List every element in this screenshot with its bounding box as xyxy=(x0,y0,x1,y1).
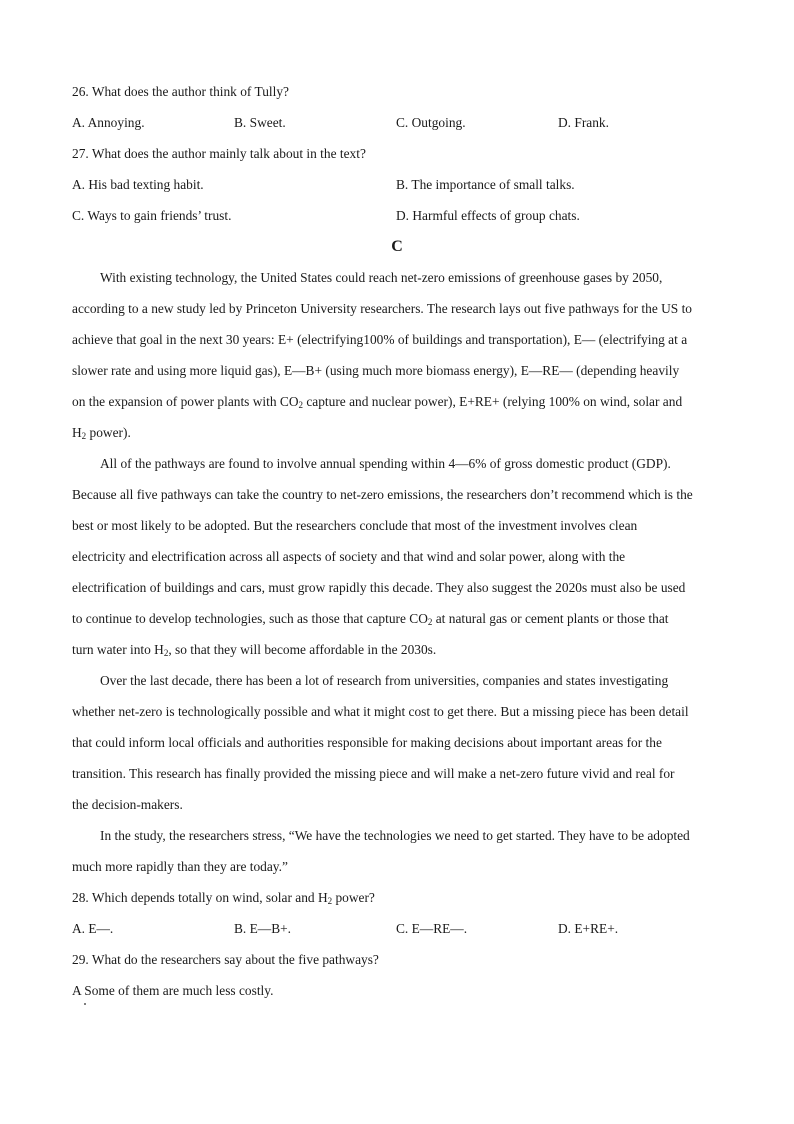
text-span: H xyxy=(72,425,82,440)
text-span: 28. Which depends totally on wind, solar and H xyxy=(72,890,328,905)
paragraph-line: Because all five pathways can take the country to net-zero emissions, the researchers don’t recommend which is the xyxy=(72,487,693,502)
paragraph-3 xyxy=(72,665,722,820)
paragraph-line: slower rate and using more liquid gas), E—B+ (using much more biomass energy), E—RE— (depending heavily xyxy=(72,363,680,378)
paragraph-line: that could inform local officials and authorities responsible for making decisions about important areas for the xyxy=(72,735,662,750)
paragraph-2 xyxy=(72,448,722,665)
q27-option-b: B. The importance of small talks. xyxy=(396,177,575,192)
paragraph-4 xyxy=(72,820,722,882)
text-span: at natural gas or cement plants or those that xyxy=(432,611,669,626)
q27-option-a: A. His bad texting habit. xyxy=(72,177,204,192)
text-span: to continue to develop technologies, such as those that capture CO xyxy=(72,611,428,626)
subscript: 2 xyxy=(327,896,333,906)
paragraph-line: electrification of buildings and cars, must grow rapidly this decade. They also suggest the 2020s must also be used xyxy=(72,580,686,595)
paragraph-1 xyxy=(72,262,722,448)
subscript: 2 xyxy=(298,400,303,410)
q28-option-c: C. E—RE—. xyxy=(396,921,468,936)
paragraph-line: the decision-makers. xyxy=(72,797,183,812)
q27-options-row2 xyxy=(72,200,722,231)
paragraph-line: In the study, the researchers stress, “We have the technologies we need to get started. They have to be adopted xyxy=(100,828,690,843)
stray-dot-mark xyxy=(84,1003,86,1005)
q28-options xyxy=(72,913,722,944)
paragraph-line: much more rapidly than they are today.” xyxy=(72,859,288,874)
q26-question: 26. What does the author think of Tully? xyxy=(72,84,289,99)
paragraph-line: transition. This research has finally provided the missing piece and will make a net-zero future vivid and real for xyxy=(72,766,675,781)
q28-question xyxy=(72,882,722,913)
document-content xyxy=(72,76,722,1006)
q26-option-a: A. Annoying. xyxy=(72,115,145,130)
text-span: power? xyxy=(332,890,375,905)
paragraph-line xyxy=(72,603,722,634)
text-span: , so that they will become affordable in the 2030s. xyxy=(168,642,437,657)
q27-option-d: D. Harmful effects of group chats. xyxy=(396,208,580,223)
q27-option-c: C. Ways to gain friends’ trust. xyxy=(72,208,232,223)
paragraph-line: according to a new study led by Princeton University researchers. The research lays out five pathways for the US to xyxy=(72,301,692,316)
q26-option-c: C. Outgoing. xyxy=(396,115,466,130)
q29-option-a: A Some of them are much less costly. xyxy=(72,983,274,998)
q26-option-d: D. Frank. xyxy=(558,115,609,130)
section-title: C xyxy=(391,238,403,255)
paragraph-line: Over the last decade, there has been a lot of research from universities, companies and states investigating xyxy=(100,673,669,688)
paragraph-line xyxy=(72,386,722,417)
q28-option-a: A. E—. xyxy=(72,921,114,936)
text-span: capture and nuclear power), E+RE+ (relying 100% on wind, solar and xyxy=(303,394,683,409)
q27-options-row1 xyxy=(72,169,722,200)
q26-option-b: B. Sweet. xyxy=(234,115,286,130)
q26-options xyxy=(72,107,722,138)
paragraph-line: whether net-zero is technologically possible and what it might cost to get there. But a missing piece has been detail xyxy=(72,704,689,719)
paragraph-line xyxy=(72,417,722,448)
text-span: on the expansion of power plants with CO xyxy=(72,394,299,409)
paragraph-line xyxy=(72,634,722,665)
subscript: 2 xyxy=(427,617,433,627)
text-span: power). xyxy=(86,425,131,440)
q29-question: 29. What do the researchers say about the five pathways? xyxy=(72,952,379,967)
paragraph-line: best or most likely to be adopted. But the researchers conclude that most of the investment involves clean xyxy=(72,518,638,533)
text-span: turn water into H xyxy=(72,642,164,657)
subscript: 2 xyxy=(81,431,87,441)
q28-option-d: D. E+RE+. xyxy=(558,921,619,936)
paragraph-line: All of the pathways are found to involve annual spending within 4—6% of gross domestic product (GDP). xyxy=(100,456,671,471)
q27-question: 27. What does the author mainly talk about in the text? xyxy=(72,146,366,161)
paragraph-line: electricity and electrification across all aspects of society and that wind and solar power, along with the xyxy=(72,549,626,564)
paragraph-line: With existing technology, the United States could reach net-zero emissions of greenhouse gases by 2050, xyxy=(100,270,663,285)
subscript: 2 xyxy=(163,648,169,658)
q28-option-b: B. E—B+. xyxy=(234,921,292,936)
paragraph-line: achieve that goal in the next 30 years: E+ (electrifying100% of buildings and transportation), E— (electrifying at a xyxy=(72,332,688,347)
